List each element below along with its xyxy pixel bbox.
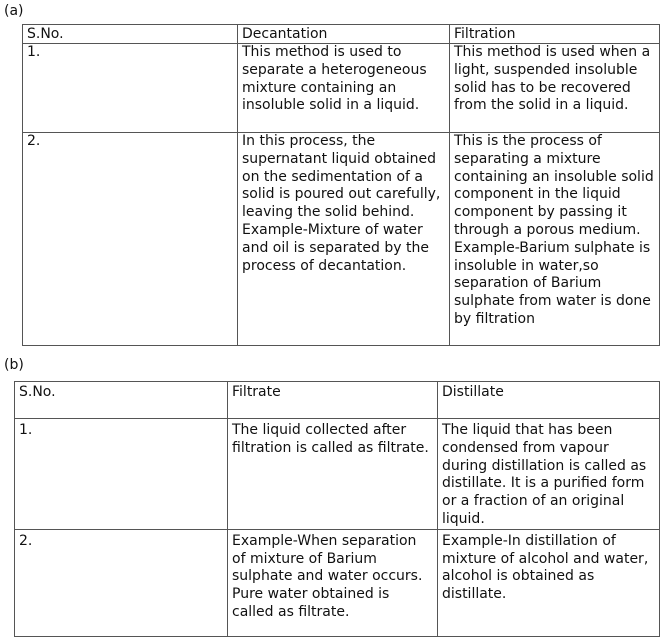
section-label-b: (b) (4, 357, 24, 373)
cell-filtrate: Example-When separation of mixture of Barium sulphate and water occurs. Pure water obtained is called as filtrate. (228, 529, 438, 636)
filtrate-distillate-table (14, 381, 660, 637)
header-decantation: Decantation (238, 25, 450, 44)
cell-sno: 2. (23, 133, 238, 346)
section-label-a: (a) (4, 3, 24, 19)
header-filtration: Filtration (450, 25, 660, 44)
cell-decantation: This method is used to separate a heterogeneous mixture containing an insoluble solid in a liquid. (238, 44, 450, 133)
table-row (23, 133, 660, 346)
table-row (23, 44, 660, 133)
cell-sno: 2. (15, 529, 228, 636)
cell-sno: 1. (15, 419, 228, 530)
table-header-row (15, 382, 660, 419)
header-sno: S.No. (23, 25, 238, 44)
table-row (15, 529, 660, 636)
decantation-filtration-table (22, 24, 660, 346)
table-header-row (23, 25, 660, 44)
cell-distillate: The liquid that has been condensed from vapour during distillation is called as distillate. It is a purified form or a fraction of an original liquid. (438, 419, 660, 530)
header-filtrate: Filtrate (228, 382, 438, 419)
cell-distillate: Example-In distillation of mixture of alcohol and water, alcohol is obtained as distillate. (438, 529, 660, 636)
cell-filtration: This is the process of separating a mixture containing an insoluble solid component in the liquid component by passing it through a porous medium. Example-Barium sulphate is insoluble in water,so separation of Barium sulphate from water is done by filtration (450, 133, 660, 346)
header-sno: S.No. (15, 382, 228, 419)
cell-sno: 1. (23, 44, 238, 133)
cell-filtrate: The liquid collected after filtration is called as filtrate. (228, 419, 438, 530)
cell-decantation: In this process, the supernatant liquid obtained on the sedimentation of a solid is poured out carefully, leaving the solid behind. Example-Mixture of water and oil is separated by the process of decantation. (238, 133, 450, 346)
table-row (15, 419, 660, 530)
cell-filtration: This method is used when a light, suspended insoluble solid has to be recovered from the solid in a liquid. (450, 44, 660, 133)
header-distillate: Distillate (438, 382, 660, 419)
